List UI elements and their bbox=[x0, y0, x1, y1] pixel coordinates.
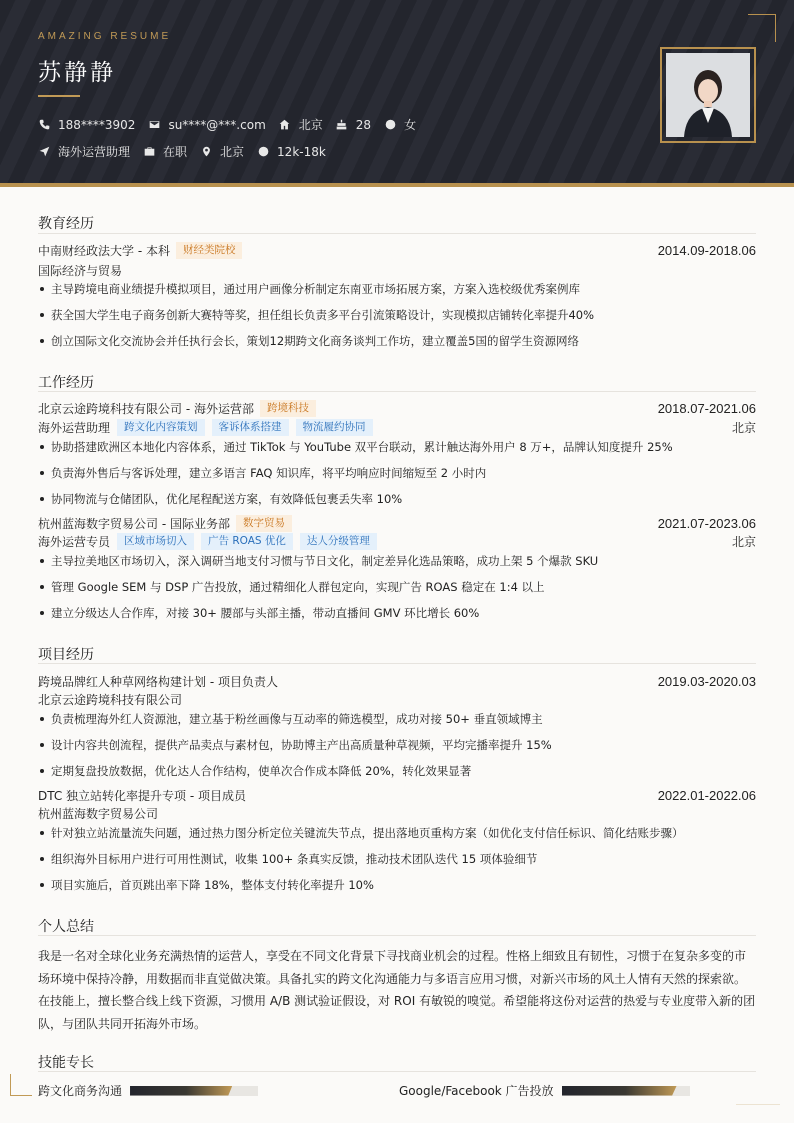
project-date: 2022.01-2022.06 bbox=[657, 788, 756, 803]
money-icon bbox=[257, 146, 269, 158]
avatar-portrait bbox=[666, 53, 750, 137]
company-name: 杭州蓝海数字贸易公司 - 国际业务部 bbox=[38, 517, 230, 531]
skill-level-fill bbox=[130, 1086, 232, 1096]
section-divider bbox=[38, 233, 756, 234]
header-accent-bar bbox=[0, 183, 794, 187]
list-item bbox=[38, 553, 756, 569]
status-info bbox=[143, 143, 187, 160]
school-name: 中南财经政法大学 - 本科 bbox=[38, 244, 170, 258]
gender-icon bbox=[384, 119, 396, 131]
bullet-dot bbox=[40, 471, 44, 475]
target-city-value: 北京 bbox=[220, 145, 245, 159]
bullet-dot bbox=[40, 831, 44, 835]
avatar-frame bbox=[660, 47, 756, 143]
company-tag: 跨境科技 bbox=[260, 400, 316, 417]
list-item bbox=[38, 281, 756, 297]
section-title-work: 工作经历 bbox=[38, 375, 94, 391]
summary-text: 我是一名对全球化业务充满热情的运营人，享受在不同文化背景下寻找商业机会的过程。性格上细致且有韧性，习惯于在复杂多变的市场环境中保持冷静，用数据而非直觉做决策。具备扎实的跨文化沟通能力与多语言应用习惯，对新兴市场的风土人情有天然的探索欲。在技能上，擅长整合线上线下资源，习惯用 A/B 测试验证假设，对 ROI 有敏锐的嗅觉。希望能将这份对运营的热爱与专业度带入新的团队，与团队共同开拓海外市场。 bbox=[38, 949, 756, 1031]
bullet-text: 项目实施后，首页跳出率下降 18%，整体支付转化率提升 10% bbox=[51, 878, 374, 892]
corner-ornament bbox=[748, 14, 776, 42]
project-org-row bbox=[38, 691, 756, 708]
bullet-text: 协助搭建欧洲区本地化内容体系，通过 TikTok 与 YouTube 双平台联动，累计触达海外用户 8 万+，品牌认知度提升 25% bbox=[51, 440, 673, 454]
project-header bbox=[38, 787, 756, 804]
bullet-dot bbox=[40, 313, 44, 317]
skill-tag: 区域市场切入 bbox=[117, 533, 194, 550]
section-divider bbox=[38, 1071, 756, 1072]
bullet-dot bbox=[40, 559, 44, 563]
bullet-text: 定期复盘投放数据，优化达人合作结构，使单次合作成本降低 20%，转化效果显著 bbox=[51, 764, 472, 778]
gender-info bbox=[384, 116, 416, 133]
skill-name: 跨文化商务沟通 bbox=[38, 1084, 123, 1098]
skill-tag: 达人分级管理 bbox=[300, 533, 377, 550]
list-item bbox=[38, 307, 756, 323]
section-divider bbox=[38, 935, 756, 936]
skill-level-bar bbox=[130, 1086, 258, 1096]
skill-item bbox=[38, 1082, 258, 1099]
age-value: 28 bbox=[355, 117, 372, 132]
work-date: 2021.07-2023.06 bbox=[657, 516, 756, 531]
target-city-info bbox=[200, 143, 244, 160]
bullet-text: 建立分级达人合作库，对接 30+ 腰部与头部主播，带动直播间 GMV 环比增长 60% bbox=[51, 606, 480, 620]
list-item bbox=[38, 465, 756, 481]
bullet-dot bbox=[40, 339, 44, 343]
work-role-row bbox=[38, 419, 756, 436]
work-date: 2018.07-2021.06 bbox=[657, 401, 756, 416]
skill-name: Google/Facebook 广告投放 bbox=[399, 1084, 554, 1098]
bullet-dot bbox=[40, 497, 44, 501]
role-name: 海外运营助理 bbox=[38, 421, 111, 435]
avatar bbox=[666, 53, 750, 137]
contact-row bbox=[38, 116, 429, 133]
brand-label: AMAZING RESUME bbox=[38, 31, 172, 42]
skill-tag: 广告 ROAS 优化 bbox=[201, 533, 293, 550]
home-icon bbox=[279, 119, 291, 131]
skill-tag: 客诉体系搭建 bbox=[212, 419, 289, 436]
skill-level-fill bbox=[562, 1086, 677, 1096]
list-item bbox=[38, 877, 756, 893]
list-item bbox=[38, 763, 756, 779]
work-header bbox=[38, 515, 756, 532]
work-header bbox=[38, 400, 756, 417]
position-info bbox=[38, 143, 130, 160]
list-item bbox=[38, 333, 756, 349]
work-role-row bbox=[38, 533, 756, 550]
job-intent-row bbox=[38, 143, 339, 160]
location-pin-icon bbox=[200, 146, 212, 158]
bullet-dot bbox=[40, 287, 44, 291]
skill-tag: 物流履约协同 bbox=[296, 419, 373, 436]
bullet-text: 管理 Google SEM 与 DSP 广告投放，通过精细化人群包定向，实现广告 ROAS 稳定在 1:4 以上 bbox=[51, 580, 545, 594]
cake-icon bbox=[336, 119, 348, 131]
bullet-text: 主导拉美地区市场切入，深入调研当地支付习惯与节日文化，制定差异化选品策略，成功上架 5 个爆款 SKU bbox=[51, 554, 599, 568]
skill-tag: 跨文化内容策划 bbox=[117, 419, 205, 436]
bullet-dot bbox=[40, 611, 44, 615]
role-name: 海外运营专员 bbox=[38, 535, 111, 549]
section-divider bbox=[38, 663, 756, 664]
list-item bbox=[38, 491, 756, 507]
project-name: 跨境品牌红人种草网络构建计划 - 项目负责人 bbox=[38, 675, 278, 689]
education-header bbox=[38, 242, 756, 259]
school-tag: 财经类院校 bbox=[176, 242, 243, 259]
project-header bbox=[38, 673, 756, 690]
bullet-dot bbox=[40, 857, 44, 861]
project-org: 北京云途跨境科技有限公司 bbox=[38, 693, 183, 707]
project-org: 杭州蓝海数字贸易公司 bbox=[38, 807, 159, 821]
position-value: 海外运营助理 bbox=[58, 145, 131, 159]
major-name: 国际经济与贸易 bbox=[38, 264, 123, 278]
list-item bbox=[38, 851, 756, 867]
bullet-text: 设计内容共创流程，提供产品卖点与素材包，协助博主产出高质量种草视频，平均完播率提升 15% bbox=[51, 738, 552, 752]
project-name: DTC 独立站转化率提升专项 - 项目成员 bbox=[38, 789, 247, 803]
city-value: 北京 bbox=[298, 118, 323, 132]
name-underline bbox=[38, 95, 80, 97]
work-city: 北京 bbox=[731, 421, 756, 435]
company-tag: 数字贸易 bbox=[236, 515, 292, 532]
section-divider bbox=[38, 391, 756, 392]
list-item bbox=[38, 825, 756, 841]
skill-level-bar bbox=[562, 1086, 690, 1096]
section-title-education: 教育经历 bbox=[38, 216, 94, 232]
bullet-dot bbox=[40, 883, 44, 887]
resume-header bbox=[0, 0, 794, 185]
salary-info bbox=[257, 145, 326, 159]
bullet-text: 创立国际文化交流协会并任执行会长，策划12期跨文化商务谈判工作坊，建立覆盖5国的留学生资源网络 bbox=[51, 334, 579, 348]
list-item bbox=[38, 579, 756, 595]
section-title-projects: 项目经历 bbox=[38, 647, 94, 663]
list-item bbox=[38, 439, 756, 455]
status-value: 在职 bbox=[163, 145, 188, 159]
bullet-text: 协同物流与仓储团队，优化尾程配送方案，有效降低包裹丢失率 10% bbox=[51, 492, 403, 506]
list-item bbox=[38, 605, 756, 621]
bullet-text: 组织海外目标用户进行可用性测试，收集 100+ 条真实反馈，推动技术团队迭代 15 项体验细节 bbox=[51, 852, 538, 866]
bullet-dot bbox=[40, 717, 44, 721]
work-city: 北京 bbox=[731, 535, 756, 549]
bullet-dot bbox=[40, 585, 44, 589]
company-name: 北京云途跨境科技有限公司 - 海外运营部 bbox=[38, 402, 254, 416]
email-info bbox=[148, 118, 265, 132]
bullet-text: 负责海外售后与客诉处理，建立多语言 FAQ 知识库，将平均响应时间缩短至 2 小时内 bbox=[51, 466, 487, 480]
salary-value: 12k-18k bbox=[277, 144, 326, 159]
send-icon bbox=[38, 146, 50, 158]
skill-item bbox=[399, 1082, 690, 1099]
bullet-dot bbox=[40, 743, 44, 747]
bullet-dot bbox=[40, 445, 44, 449]
email-value: su****@***.com bbox=[168, 117, 266, 132]
list-item bbox=[38, 737, 756, 753]
phone-icon bbox=[38, 119, 50, 131]
phone-info bbox=[38, 118, 135, 132]
bullet-text: 获全国大学生电子商务创新大赛特等奖，担任组长负责多平台引流策略设计，实现模拟店铺转化率提升40% bbox=[51, 308, 595, 322]
mail-icon bbox=[148, 119, 160, 131]
section-title-summary: 个人总结 bbox=[38, 919, 94, 935]
corner-ornament bbox=[736, 1104, 780, 1105]
corner-ornament bbox=[10, 1074, 32, 1096]
education-major bbox=[38, 262, 756, 279]
city-info bbox=[279, 116, 323, 133]
bullet-text: 负责梳理海外红人资源池，建立基于粉丝画像与互动率的筛选模型，成功对接 50+ 垂直领域博主 bbox=[51, 712, 543, 726]
project-date: 2019.03-2020.03 bbox=[657, 674, 756, 689]
candidate-name: 苏静静 bbox=[38, 60, 116, 86]
section-title-skills: 技能专长 bbox=[38, 1055, 94, 1071]
bullet-text: 针对独立站流量流失问题，通过热力图分析定位关键流失节点，提出落地页重构方案（如优化支付信任标识、简化结账步骤） bbox=[51, 826, 684, 840]
phone-value: 188****3902 bbox=[58, 117, 136, 132]
list-item bbox=[38, 711, 756, 727]
age-info bbox=[336, 118, 371, 132]
briefcase-icon bbox=[143, 146, 155, 158]
gender-value: 女 bbox=[404, 118, 417, 132]
bullet-text: 主导跨境电商业绩提升模拟项目，通过用户画像分析制定东南亚市场拓展方案，方案入选校级优秀案例库 bbox=[51, 282, 580, 296]
bullet-dot bbox=[40, 769, 44, 773]
education-date: 2014.09-2018.06 bbox=[657, 243, 756, 258]
project-org-row bbox=[38, 805, 756, 822]
